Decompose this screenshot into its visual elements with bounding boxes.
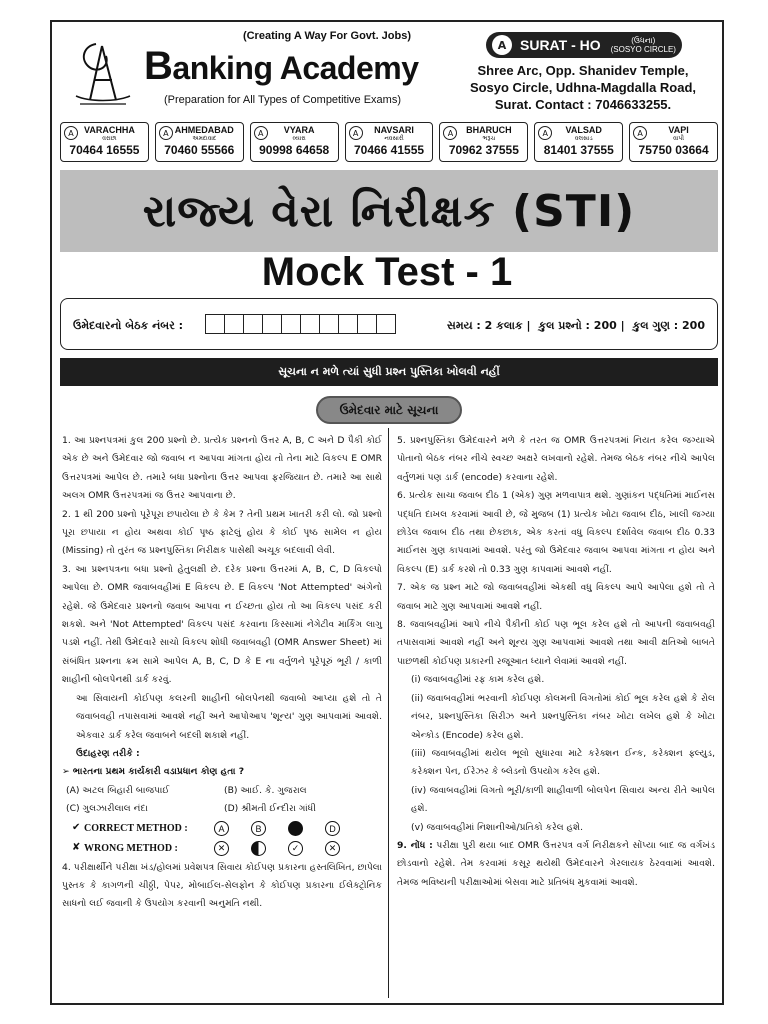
instructions-left xyxy=(62,432,382,914)
address: Shree Arc, Opp. Shanidev Temple, Sosyo Circle, Udhna-Magdalla Road, Surat. Contact : 7046633255. xyxy=(469,63,697,112)
check-icon: ✔ xyxy=(72,822,81,834)
instructions-heading: ઉમેદવાર માટે સૂચના xyxy=(316,396,462,424)
branch-valsad: A VALSAD વલસાડ 81401 37555 xyxy=(534,122,623,162)
logo-mark-icon: A xyxy=(349,126,363,140)
seat-number-label: ઉમેદવારનો બેઠક નંબર : xyxy=(73,319,184,332)
logo-mark-icon: A xyxy=(443,126,457,140)
instruction-8-ii: (ii) જવાબવહીમાં ભરવાની કોઈપણ કોલમની વિગતોમાં કોઈ ભૂલ કરેલ હશે કે રોલ નંબર, પ્રશ્નપુસ્તિકા સિરીઝ અને પ્રશ્નપુસ્તિકા નંબર ખોટા લખેલ હશે કે ખોટા એન્કોડ (Encode) કરેલ હશે. xyxy=(411,692,715,741)
brand-name: Banking Academy xyxy=(144,44,419,88)
bubble-half-icon xyxy=(251,841,266,856)
instruction-3: 3. આ પ્રશ્નપત્રના બધા પ્રશ્નો હેતુલક્ષી છે. દરેક પ્રશ્ના ઉત્તરમાં A, B, C, D વિકલ્પો આપેલા છે. OMR જવાબવહીમાં E વિકલ્પ છે. E વિકલ્પ 'Not Attempted' અંગેનો રહેશે. જે ઉમેદવાર પ્રશ્નનો જવાબ આપવા ન ઈચ્છતા હોય તો આ વિકલ્પ પસંદ કરી શકશે. અને 'Not Attempted' વિકલ્પ પસંદ કરવાના કિસ્સામાં નેગેટીવ માર્કિંગ લાગુ પડશે નહીં. તેથી ઉમેદવારે સાચો વિકલ્પ શોધી જવાબવહી (OMR Answer Sheet) માં સંબંધિત પ્રશ્નના ક્રમ સામે આપેલ A, B, C, D કે E ના વર્તુળને પૂરેપૂરું ભૂરી / કાળી શાહીની બોલપેનથી ડાર્ક કરવું. xyxy=(62,563,382,686)
logo-mark-icon: A xyxy=(633,126,647,140)
branch-vyara: A VYARA વ્યારા 90998 64658 xyxy=(250,122,339,162)
instruction-2: 2. 1 થી 200 પ્રશ્નો પૂરેપૂરા છપાયેલા છે કે કેમ ? તેની પ્રથમ ખાતરી કરી લો. જો પ્રશ્નો પૂરા છપાયા ન હોય અથવા કોઈ પૃષ્ઠ ફાટેલું હોય કે કોઈ પૃષ્ઠ સામેલ ન હોય (Missing) તો તુરંત જ પ્રશ્નપુસ્તિકા નિરીક્ષક પાસેથી અચૂક બદલાવી લેવી. xyxy=(62,508,382,557)
wrong-method: ✘ WRONG METHOD : ✕ ✓ ✕ xyxy=(62,839,382,859)
instruction-8: 8. જવાબવહીમાં આપે નીચે પૈકીની કોઈ પણ ભૂલ કરેલ હશે તો આપની જવાબવહી તપાસવામાં આવશે નહીં અને શૂન્ય ગુણ આપવામાં આવશે તથા આવી ક્ષતિઓ બાબતે પાછળથી કોઈપણ પ્રકારની રજૂઆત ધ્યાને લેવામાં આવશે નહીં. xyxy=(397,619,715,667)
bubble: A xyxy=(214,821,229,836)
instruction-7: 7. એક જ પ્રશ્ન માટે જો જવાબવહીમાં એકથી વધુ વિકલ્પ આપે આપેલા હશે તો તે જવાબ માટે ગુણ આપવામાં આવશે નહીં. xyxy=(397,582,715,612)
bubble-ticked: ✓ xyxy=(288,841,303,856)
cross-icon: ✘ xyxy=(72,842,81,854)
surat-ho-badge: A SURAT - HO (ઉધના) (SOSYO CIRCLE) xyxy=(486,32,682,58)
exam-meta: સમય : 2 કલાક | કુલ પ્રશ્નો : 200 | કુલ ગુણ : 200 xyxy=(446,319,705,332)
instruction-9: 9. નોંધ : પરીક્ષા પુરી થયા બાદ OMR ઉત્તરપત્ર વર્ગ નિરીક્ષકને સોંપ્યા બાદ જ વર્ગખંડ છોડવાનો રહેશે. તેમ કરવામાં કસૂર થયેથી ઉમેદવારને ગેરલાયક ઠેરવવામાં આવશે. તેમજ ભવિષ્યની પરીક્ષાઓમાં બેસવા માટે પ્રતિબંધ મુકવામાં આવશે. xyxy=(397,839,715,888)
bubble-crossed: ✕ xyxy=(214,841,229,856)
bubble: B xyxy=(251,821,266,836)
header xyxy=(52,22,722,120)
logo-mark-icon: A xyxy=(159,126,173,140)
column-divider xyxy=(388,428,389,998)
instruction-6: 6. પ્રત્યેક સાચા જવાબ દીઠ 1 (એક) ગુણ મળવાપાત્ર થશે. ગુણાંકન પદ્ધતિમાં માઈનસ પદ્ધતિ દાખલ કરવામાં આવી છે, જે મુજબ (1) પ્રત્યેક ખોટા જવાબ દીઠ, ખાલી જગ્યા છોડેલ જવાબ દીઠ તથા છેકછાક, એક કરતાં વધુ વિકલ્પ દર્શાવેલ જવાબ દીઠ 0.33 માઈનસ ગુણ કાપવામાં આવશે. પરંતુ જો ઉમેદવાર જવાબ આપવા માંગતા ન હોય અને વિકલ્પ (E) ડાર્ક કરશે તો 0.33 ગુણ કાપવામાં આવશે નહીં. xyxy=(397,490,715,575)
branch-bharuch: A BHARUCH ભરૂચ 70962 37555 xyxy=(439,122,528,162)
bubble-filled xyxy=(288,821,303,836)
page-title: રાજ્ય વેરા નિરીક્ષક (STI) xyxy=(142,185,636,237)
logo-mark-icon: A xyxy=(538,126,552,140)
instruction-8-v: (v) જવાબવહીમાં નિશાનીઓ/પ્રતિકો કરેલ હશે. xyxy=(411,821,584,833)
logo-mark-icon: A xyxy=(64,126,78,140)
tagline: (Creating A Way For Govt. Jobs) xyxy=(242,30,412,42)
instruction-8-iv: (iv) જવાબવહીમાં વિગતો ભૂરી/કાળી શાહીવાળી બોલપેન સિવાય અન્ય રીતે આપેલ હશે. xyxy=(411,784,715,815)
page-frame xyxy=(50,20,724,1005)
bubble: D xyxy=(325,821,340,836)
instruction-4: 4. પરીક્ષાર્થીને પરીક્ષા ખંડ/હોલમાં પ્રવેશપત્ર સિવાય કોઈપણ પ્રકારના હસ્તલિખિત, છાપેલા પુસ્તક કે કાગળની ચીઠ્ઠી, પેપર, મોબાઈલ-સેલફોન કે કોઈપણ પ્રકારના ઈલેક્ટ્રોનિક સાધનો લઈ જવાની કે ઉપયોગ કરવાની અનુમતિ નથી. xyxy=(62,861,382,910)
bubble-crossed: ✕ xyxy=(325,841,340,856)
instruction-1: 1. આ પ્રશ્નપત્રમાં કુલ 200 પ્રશ્નો છે. પ્રત્યેક પ્રશ્નનો ઉત્તર A, B, C અને D પૈકી કોઈ એક છે અને ઉમેદવાર જો જવાબ ન આપવા માંગતા હોય તો તેના માટે વિકલ્પ E OMR ઉત્તરપત્રમાં આપેલ છે. તમારે બધા પ્રશ્નોના ઉત્તર આપવા ફરજિયાત છે. તમારે આ સાથે અલગ OMR ઉત્તરપત્રમાં જ ઉત્તર આપવાના છે. xyxy=(62,435,382,502)
seat-box xyxy=(60,298,718,350)
instruction-8-iii: (iii) જવાબવહીમાં થયેલ ભૂલો સુધારવા માટે કરેક્શન ઈન્ક, કરેક્શન ફ્લ્યુડ, કરેક્શન પેન, ઈરેઝર કે બ્લેડનો ઉપયોગ કરેલ હશે. xyxy=(411,747,715,778)
example-question: ➢ ભારતના પ્રથમ કાર્યકારી વડાપ્રધાન કોણ હતા ? xyxy=(62,766,245,778)
correct-method: ✔ CORRECT METHOD : A B D xyxy=(62,819,382,839)
instruction-3b: આ સિવાયની કોઈપણ કલરની શાહીની બોલપેનથી જવાબો આપ્યા હશે તો તે જવાબવહી તપાસવામાં આવશે નહીં અને આપોઆપ 'શૂન્ય' ગુણ આપવામાં આવશે. એકવાર ડાર્ક કરેલ જવાબને બદલી શકાશે નહીં. xyxy=(76,692,382,741)
seat-number-cells xyxy=(205,314,395,334)
branch-ahmedabad: A AHMEDABAD અમદાવાદ 70460 55566 xyxy=(155,122,244,162)
notice-bar: સૂચના ન મળે ત્યાં સુધી પ્રશ્ન પુસ્તિકા ખોલવી નહીં xyxy=(60,358,718,386)
instructions-right xyxy=(397,432,715,892)
logo-mark-icon: A xyxy=(254,126,268,140)
instruction-5: 5. પ્રશ્નપુસ્તિકા ઉમેદવારને મળે કે તરત જ OMR ઉત્તરપત્રમાં નિયત કરેલ જગ્યાએ પોતાનો બેઠક નંબર નીચે સ્વચ્છ અક્ષરે લખવાનો રહેશે. તેમજ બેઠક નંબર નીચે આપેલ વર્તુળમાં પણ ડાર્ક (encode) કરવાના રહેશે. xyxy=(397,435,715,483)
mock-test-title: Mock Test - 1 xyxy=(261,250,513,294)
example-label: ઉદાહરણ તરીકે : xyxy=(76,747,140,759)
academy-logo-icon xyxy=(66,36,140,112)
branch-list xyxy=(60,122,718,164)
example-options: (A) અટલ બિહારી બાજપાઈ (B) આઈ. કે. ગુજરાલ (C) ગુલઝારીલાલ નંદા (D) શ્રીમતી ઈન્દીરા ગાંધી xyxy=(66,784,316,815)
branch-varachha: A VARACHHA વરાછા 70464 16555 xyxy=(60,122,149,162)
branch-navsari: A NAVSARI નવસારી 70466 41555 xyxy=(345,122,434,162)
prep-text: (Preparation for All Types of Competitive Exams) xyxy=(164,94,402,106)
instruction-8-i: (i) જવાબવહીમાં રફ કામ કરેલ હશે. xyxy=(411,674,545,686)
logo-mark-icon: A xyxy=(492,35,512,55)
title-band xyxy=(60,170,718,252)
branch-vapi: A VAPI વાપી 75750 03664 xyxy=(629,122,718,162)
